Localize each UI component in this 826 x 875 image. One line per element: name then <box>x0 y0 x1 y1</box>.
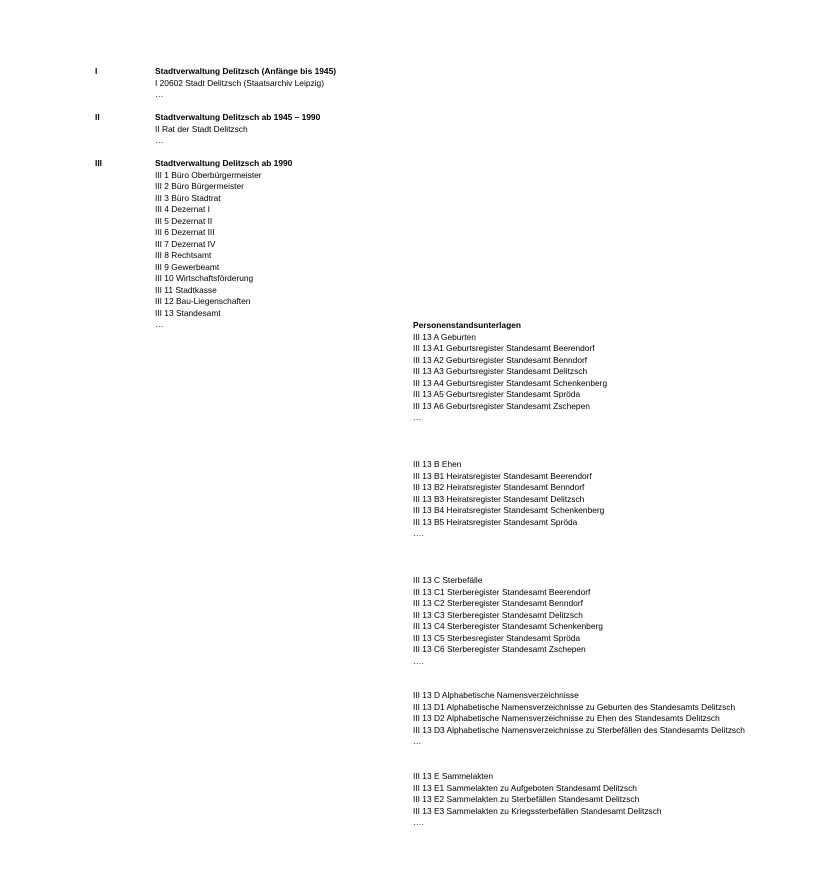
section-numeral: I <box>95 66 98 76</box>
section-line: II Rat der Stadt Delitzsch <box>155 123 248 134</box>
register-line: III 13 A5 Geburtsregister Standesamt Spröda <box>413 389 581 399</box>
section-line: III 6 Dezernat III <box>155 227 215 237</box>
register-line: III 13 B3 Heiratsregister Standesamt Delitzsch <box>413 493 585 504</box>
register-line: III 13 A6 Geburtsregister Standesamt Zschepen <box>413 400 590 411</box>
section-line: … <box>155 319 164 329</box>
register-line: III 13 E Sammelakten <box>413 771 494 781</box>
register-line: III 13 B4 Heiratsregister Standesamt Schenkenberg <box>413 505 605 515</box>
register-line: III 13 D3 Alphabetische Namensverzeichnisse zu Sterbefällen des Standesamts Delitzsch <box>413 724 745 735</box>
register-line: III 13 C4 Sterberegister Standesamt Schenkenberg <box>413 621 603 631</box>
register-line: III 13 A1 Geburtsregister Standesamt Beerendorf <box>413 343 595 353</box>
register-line: …. <box>413 817 424 827</box>
section-line: III 2 Büro Bürgermeister <box>155 181 244 191</box>
section-numeral: II <box>95 112 100 122</box>
section-numeral: III <box>95 158 102 168</box>
register-line: III 13 B Ehen <box>413 459 462 469</box>
register-line: … <box>413 736 422 746</box>
register-line: III 13 A3 Geburtsregister Standesamt Delitzsch <box>413 366 588 376</box>
register-line: III 13 B5 Heiratsregister Standesamt Spröda <box>413 516 578 527</box>
register-line: III 13 C3 Sterberegister Standesamt Delitzsch <box>413 609 583 620</box>
section-line: III 5 Dezernat II <box>155 215 213 226</box>
register-line: III 13 C2 Sterberegister Standesamt Benndorf <box>413 598 583 608</box>
personenstand-block-c <box>413 575 603 667</box>
section-title: Stadtverwaltung Delitzsch ab 1945 – 1990 <box>155 112 321 122</box>
section-line: I 20602 Stadt Delitzsch (Staatsarchiv Leipzig) <box>155 77 324 88</box>
section-block <box>155 158 292 331</box>
section-line: III 13 Standesamt <box>155 307 221 318</box>
register-line: III 13 E1 Sammelakten zu Aufgeboten Standesamt Delitzsch <box>413 782 637 793</box>
register-line: III 13 A2 Geburtsregister Standesamt Benndorf <box>413 354 588 365</box>
section-line: … <box>155 89 164 99</box>
register-line: III 13 A4 Geburtsregister Standesamt Schenkenberg <box>413 377 608 388</box>
register-line: III 13 D1 Alphabetische Namensverzeichnisse zu Geburten des Standesamts Delitzsch <box>413 701 736 712</box>
personenstand-block-b <box>413 459 604 540</box>
section-title: Stadtverwaltung Delitzsch (Anfänge bis 1945) <box>155 66 337 76</box>
register-line: III 13 E2 Sammelakten zu Sterbefällen Standesamt Delitzsch <box>413 794 640 804</box>
section-block <box>155 112 320 147</box>
register-line: III 13 D Alphabetische Namensverzeichnisse <box>413 690 579 700</box>
section-line: III 4 Dezernat I <box>155 204 210 214</box>
section-line: … <box>155 135 164 145</box>
section-line: III 7 Dezernat IV <box>155 238 216 249</box>
section-line: III 12 Bau-Liegenschaften <box>155 296 251 306</box>
section-line: III 3 Büro Stadtrat <box>155 192 221 203</box>
section-line: III 9 Gewerbeamt <box>155 261 220 272</box>
register-line: III 13 C Sterbefälle <box>413 575 483 585</box>
section-block <box>155 66 336 101</box>
register-line: III 13 E3 Sammelakten zu Kriegssterbefällen Standesamt Delitzsch <box>413 805 662 816</box>
personenstand-block-a <box>413 320 607 424</box>
register-line: …. <box>413 528 424 538</box>
personenstand-block-d <box>413 690 745 748</box>
register-line: III 13 C1 Sterberegister Standesamt Beerendorf <box>413 586 591 597</box>
register-line: …. <box>413 655 424 666</box>
section-line: III 10 Wirtschaftsförderung <box>155 273 254 283</box>
section-line: III 1 Büro Oberbürgermeister <box>155 169 262 180</box>
register-line: III 13 B1 Heiratsregister Standesamt Beerendorf <box>413 470 592 481</box>
register-line: III 13 C6 Sterberegister Standesamt Zschepen <box>413 644 586 654</box>
personenstand-block-e <box>413 771 662 829</box>
register-line: III 13 B2 Heiratsregister Standesamt Benndorf <box>413 482 585 492</box>
register-line: III 13 D2 Alphabetische Namensverzeichnisse zu Ehen des Standesamts Delitzsch <box>413 713 720 723</box>
register-line: … <box>413 412 422 422</box>
register-line: III 13 C5 Sterbesregister Standesamt Spröda <box>413 632 581 643</box>
section-title: Stadtverwaltung Delitzsch ab 1990 <box>155 158 293 168</box>
section-line: III 8 Rechtsamt <box>155 250 212 260</box>
register-line: III 13 A Geburten <box>413 331 476 342</box>
personenstand-heading: Personenstandsunterlagen <box>413 320 521 330</box>
section-line: III 11 Stadtkasse <box>155 284 217 295</box>
